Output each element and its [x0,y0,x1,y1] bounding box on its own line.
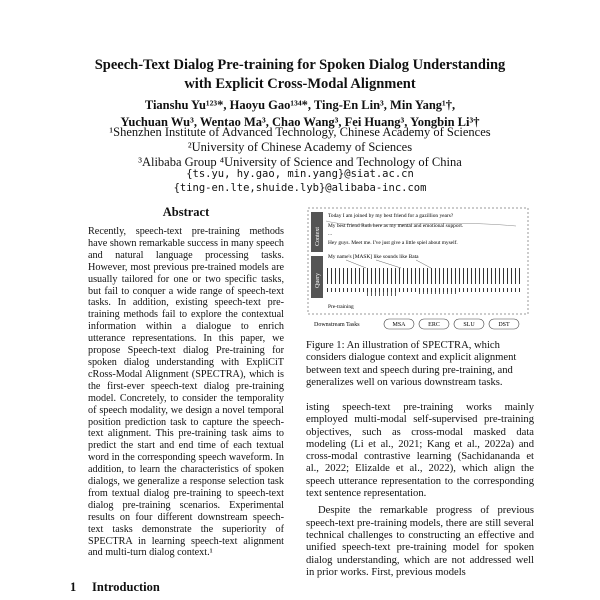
task-label-dst: DST [498,322,510,328]
email-line-2: {ting-en.lte,shuide.lyb}@alibaba-inc.com [173,182,427,194]
affiliation-line-3: ³Alibaba Group ⁴University of Science and Technology of China [138,155,462,169]
section-number: 1 [70,580,77,594]
section-title: Introduction [92,580,160,594]
task-label-erc: ERC [428,322,440,328]
task-pill-erc [419,319,449,329]
title-line-1: Speech-Text Dialog Pre-training for Spoken Dialog Understanding [94,57,506,73]
task-pill-dst [489,319,519,329]
section-heading-introduction [70,580,160,595]
affiliations [40,125,560,170]
speech-waveform [326,264,522,296]
downstream-tasks-label: Downstream Tasks [314,322,360,328]
title-line-2: with Explicit Cross-Modal Alignment [184,76,416,92]
pretraining-label: Pre-training [328,304,354,310]
authors-line-2: Yuchuan Wu³, Wentao Ma³, Chao Wang³, Fei Huang³, Yongbin Li³† [120,115,480,129]
figure-1-caption: Figure 1: An illustration of SPECTRA, which considers dialogue context and explicit alignment between text and speech during pre-training, and generalizes well on various downstream tasks. [306,340,517,388]
context-side-label: Context [315,227,321,246]
figure-utterance-3: Hey guys. Meet me. I've just give a little spiel about myself. [328,240,458,246]
figure-utterance-1: Today I am joined by my best friend for a gazillion years? [328,213,454,219]
email-line-1: {ts.yu, hy.gao, min.yang}@siat.ac.cn [186,168,414,180]
query-side-label: Query [315,273,321,288]
task-label-slu: SLU [463,322,475,328]
task-label-msa: MSA [392,322,406,328]
figure-utterance-2: My best friend Ruth here as my mental and emotional support. [328,223,464,229]
affiliation-line-2: ²University of Chinese Academy of Sciences [187,140,413,154]
abstract-body: Recently, speech-text pre-training methods have shown remarkable success in many speech and natural language processing tasks. However, most previous pre-trained models are usually tailored for one or two specific tasks, but fail to conquer a wide range of speech-text tasks. In addition, existing speech-text pre-training methods fail to explore the contextual information within a dialogue to enrich utterance representations. In this paper, we propose Speech-text dialog Pre-training for spoken dialog understanding with ExpliCiT cRoss-Modal Alignment (SPECTRA), which is the first-ever speech-text dialog pre-training model. Concretely, to consider the temporality of speech modality, we design a novel temporal position prediction task to capture the speech-text alignment. This pre-training task aims to predict the start and end time of each textual word in the corresponding speech waveform. In addition, to learn the characteristics of spoken dialogs, we generalize a response selection task from textual dialog pre-training to speech-text dialog pre-training scenarios. Experimental results on four different downstream speech-text tasks demonstrate the superiority of SPECTRA in learning speech-text alignment and multi-turn dialog context.¹ [88,226,284,559]
abstract-heading: Abstract [162,205,210,219]
figure-query-utterance: My name's [MASK] like sounds like Bata [328,254,419,260]
authors-line-1: Tianshu Yu¹²³*, Haoyu Gao¹³⁴*, Ting-En Lin³, Min Yang¹†, [144,98,456,112]
body-paragraph-2: Despite the remarkable progress of previous speech-text pre-training models, there are still several technical challenges to constructing an effective and unified speech-text pre-training model for spoken dialog understanding, which are not addressed well in prior works. First, previous models [306,505,534,578]
figure-ellipsis: ... [328,231,333,237]
task-pill-slu [454,319,484,329]
body-paragraph-1: isting speech-text pre-training works mainly employed multi-modal self-supervised pre-training objectives, such as cross-modal masked data modeling (Li et al., 2021; Kang et al., 2022a) and cross-modal contrastive learning (Sachidananda et al., 2022; Elizalde et al., 2022), which align the speech utterance representation to the corresponding text sentence representation. [306,402,534,500]
author-emails [40,167,560,195]
introduction-continued [306,402,534,579]
figure-1 [306,206,530,330]
task-pill-msa [384,319,414,329]
paper-title [40,56,560,94]
affiliation-line-1: ¹Shenzhen Institute of Advanced Technology, Chinese Academy of Sciences [109,125,491,139]
